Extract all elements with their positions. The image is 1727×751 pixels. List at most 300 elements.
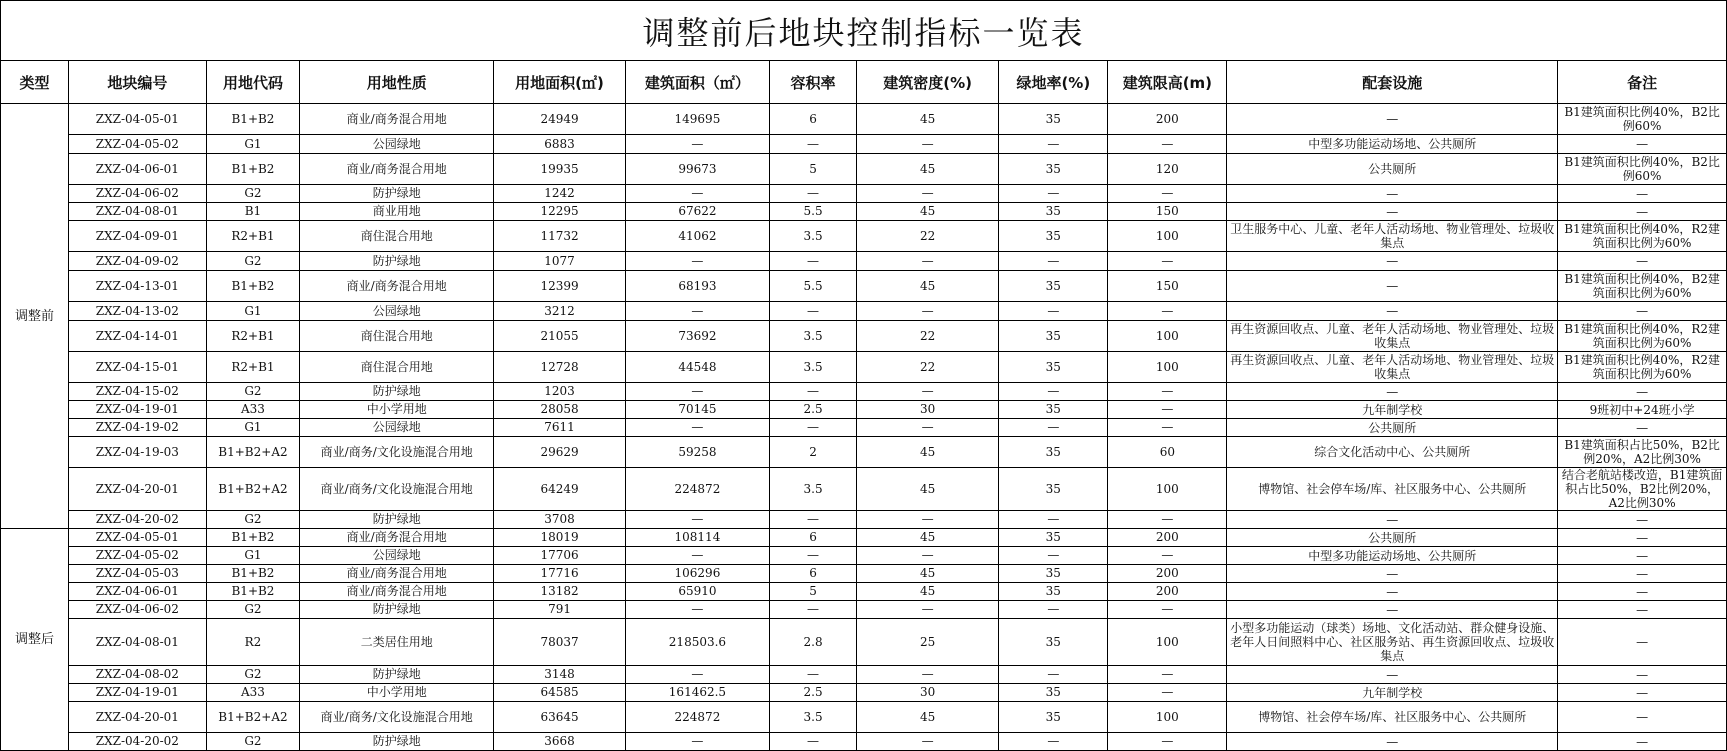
table-row	[1, 733, 1727, 751]
table-body	[1, 104, 1727, 751]
building-density: —	[857, 666, 999, 684]
parcel-id: ZXZ-04-14-01	[68, 321, 206, 352]
facility: 九年制学校	[1227, 684, 1558, 702]
parcel-id: ZXZ-04-06-02	[68, 185, 206, 203]
floor-area: 65910	[625, 583, 769, 601]
far: 2.5	[770, 684, 857, 702]
far: —	[770, 185, 857, 203]
land-use: 商住混合用地	[300, 321, 494, 352]
facility: 公共厕所	[1227, 529, 1558, 547]
far: 5	[770, 583, 857, 601]
land-code: G2	[206, 666, 299, 684]
land-use: 公园绿地	[300, 419, 494, 437]
land-area: 3708	[494, 511, 626, 529]
floor-area: 149695	[625, 104, 769, 135]
note: —	[1558, 547, 1727, 565]
table-row	[1, 321, 1727, 352]
land-use: 防护绿地	[300, 383, 494, 401]
land-area: 3668	[494, 733, 626, 751]
building-density: 45	[857, 437, 999, 468]
table-row	[1, 702, 1727, 733]
table-row	[1, 583, 1727, 601]
table-row	[1, 547, 1727, 565]
facility: 综合文化活动中心、公共厕所	[1227, 437, 1558, 468]
land-code: G2	[206, 383, 299, 401]
note: —	[1558, 601, 1727, 619]
note: —	[1558, 252, 1727, 271]
floor-area: 224872	[625, 468, 769, 511]
far: —	[770, 383, 857, 401]
far: —	[770, 135, 857, 154]
land-use: 中小学用地	[300, 401, 494, 419]
floor-area: 108114	[625, 529, 769, 547]
parcel-id: ZXZ-04-06-01	[68, 154, 206, 185]
height-limit: 200	[1108, 583, 1227, 601]
land-use: 商业/商务/文化设施混合用地	[300, 702, 494, 733]
land-code: B1+B2	[206, 529, 299, 547]
land-area: 1242	[494, 185, 626, 203]
height-limit: —	[1108, 185, 1227, 203]
far: 3.5	[770, 468, 857, 511]
height-limit: —	[1108, 252, 1227, 271]
land-use: 二类居住用地	[300, 619, 494, 666]
land-area: 12728	[494, 352, 626, 383]
note: —	[1558, 185, 1727, 203]
note: 结合老航站楼改造，B1建筑面积占比50%，B2比例20%，A2比例30%	[1558, 468, 1727, 511]
land-code: R2+B1	[206, 352, 299, 383]
land-use: 防护绿地	[300, 601, 494, 619]
table-row	[1, 511, 1727, 529]
far: —	[770, 666, 857, 684]
land-code: R2+B1	[206, 221, 299, 252]
table-row	[1, 104, 1727, 135]
parcel-id: ZXZ-04-15-01	[68, 352, 206, 383]
table-row	[1, 401, 1727, 419]
far: 2.5	[770, 401, 857, 419]
parcel-id: ZXZ-04-05-03	[68, 565, 206, 583]
floor-area: 59258	[625, 437, 769, 468]
land-area: 78037	[494, 619, 626, 666]
floor-area: —	[625, 252, 769, 271]
table-row	[1, 154, 1727, 185]
far: 3.5	[770, 321, 857, 352]
land-use: 商住混合用地	[300, 352, 494, 383]
land-code: B1+B2	[206, 565, 299, 583]
col-header: 配套设施	[1227, 61, 1558, 104]
building-density: —	[857, 733, 999, 751]
note: —	[1558, 135, 1727, 154]
facility: —	[1227, 583, 1558, 601]
green-rate: —	[999, 666, 1108, 684]
table-row	[1, 383, 1727, 401]
building-density: 30	[857, 401, 999, 419]
land-use: 中小学用地	[300, 684, 494, 702]
land-code: G1	[206, 547, 299, 565]
height-limit: 100	[1108, 619, 1227, 666]
land-use: 商业/商务混合用地	[300, 104, 494, 135]
land-code: B1+B2+A2	[206, 437, 299, 468]
height-limit: —	[1108, 302, 1227, 321]
facility: 中型多功能运动场地、公共厕所	[1227, 547, 1558, 565]
land-area: 29629	[494, 437, 626, 468]
green-rate: —	[999, 419, 1108, 437]
building-density: —	[857, 419, 999, 437]
col-header: 用地代码	[206, 61, 299, 104]
land-use: 防护绿地	[300, 511, 494, 529]
green-rate: 35	[999, 437, 1108, 468]
height-limit: 100	[1108, 702, 1227, 733]
building-density: 45	[857, 271, 999, 302]
land-code: R2+B1	[206, 321, 299, 352]
green-rate: 35	[999, 104, 1108, 135]
table-row	[1, 529, 1727, 547]
height-limit: 200	[1108, 565, 1227, 583]
land-code: B1+B2	[206, 271, 299, 302]
far: 2	[770, 437, 857, 468]
facility: 九年制学校	[1227, 401, 1558, 419]
facility: 卫生服务中心、儿童、老年人活动场地、物业管理处、垃圾收集点	[1227, 221, 1558, 252]
floor-area: —	[625, 302, 769, 321]
far: 2.8	[770, 619, 857, 666]
note: B1建筑面积比例40%，R2建筑面积比例为60%	[1558, 352, 1727, 383]
land-code: G2	[206, 252, 299, 271]
table-row	[1, 271, 1727, 302]
table-row	[1, 302, 1727, 321]
land-area: 7611	[494, 419, 626, 437]
height-limit: —	[1108, 383, 1227, 401]
note: —	[1558, 302, 1727, 321]
parcel-id: ZXZ-04-09-02	[68, 252, 206, 271]
group-type: 调整后	[1, 529, 69, 751]
height-limit: 150	[1108, 203, 1227, 221]
height-limit: —	[1108, 135, 1227, 154]
note: —	[1558, 583, 1727, 601]
parcel-id: ZXZ-04-20-02	[68, 733, 206, 751]
floor-area: 224872	[625, 702, 769, 733]
far: 6	[770, 529, 857, 547]
land-use: 公园绿地	[300, 302, 494, 321]
parcel-id: ZXZ-04-20-02	[68, 511, 206, 529]
parcel-id: ZXZ-04-05-02	[68, 135, 206, 154]
col-header: 类型	[1, 61, 69, 104]
facility: —	[1227, 511, 1558, 529]
land-code: B1+B2	[206, 583, 299, 601]
facility: 公共厕所	[1227, 419, 1558, 437]
land-code: R2	[206, 619, 299, 666]
green-rate: —	[999, 601, 1108, 619]
green-rate: 35	[999, 203, 1108, 221]
height-limit: 150	[1108, 271, 1227, 302]
facility: —	[1227, 601, 1558, 619]
green-rate: —	[999, 547, 1108, 565]
building-density: 45	[857, 203, 999, 221]
height-limit: 100	[1108, 352, 1227, 383]
table-row	[1, 221, 1727, 252]
floor-area: —	[625, 733, 769, 751]
col-header: 建筑密度(%)	[857, 61, 999, 104]
parcel-id: ZXZ-04-08-01	[68, 203, 206, 221]
land-use: 商业/商务混合用地	[300, 271, 494, 302]
green-rate: —	[999, 383, 1108, 401]
table-row	[1, 352, 1727, 383]
land-area: 24949	[494, 104, 626, 135]
far: —	[770, 511, 857, 529]
floor-area: —	[625, 547, 769, 565]
land-area: 12295	[494, 203, 626, 221]
height-limit: —	[1108, 401, 1227, 419]
land-area: 63645	[494, 702, 626, 733]
parcel-id: ZXZ-04-06-01	[68, 583, 206, 601]
land-code: G2	[206, 733, 299, 751]
parcel-id: ZXZ-04-15-02	[68, 383, 206, 401]
land-use: 防护绿地	[300, 666, 494, 684]
green-rate: 35	[999, 702, 1108, 733]
land-use: 商业/商务/文化设施混合用地	[300, 437, 494, 468]
green-rate: —	[999, 185, 1108, 203]
facility: —	[1227, 302, 1558, 321]
note: —	[1558, 619, 1727, 666]
green-rate: —	[999, 733, 1108, 751]
green-rate: —	[999, 511, 1108, 529]
far: —	[770, 601, 857, 619]
facility: 博物馆、社会停车场/库、社区服务中心、公共厕所	[1227, 468, 1558, 511]
land-area: 18019	[494, 529, 626, 547]
facility: 公共厕所	[1227, 154, 1558, 185]
land-use: 防护绿地	[300, 252, 494, 271]
green-rate: —	[999, 252, 1108, 271]
floor-area: 68193	[625, 271, 769, 302]
far: 6	[770, 104, 857, 135]
facility: 中型多功能运动场地、公共厕所	[1227, 135, 1558, 154]
land-code: G2	[206, 511, 299, 529]
green-rate: —	[999, 135, 1108, 154]
table-row	[1, 419, 1727, 437]
land-area: 1203	[494, 383, 626, 401]
facility: —	[1227, 666, 1558, 684]
land-area: 64585	[494, 684, 626, 702]
parcel-id: ZXZ-04-19-02	[68, 419, 206, 437]
note: B1建筑面积占比50%，B2比例20%，A2比例30%	[1558, 437, 1727, 468]
building-density: 25	[857, 619, 999, 666]
green-rate: 35	[999, 401, 1108, 419]
parcel-id: ZXZ-04-13-02	[68, 302, 206, 321]
far: —	[770, 252, 857, 271]
facility: —	[1227, 104, 1558, 135]
land-code: B1+B2+A2	[206, 702, 299, 733]
land-area: 17716	[494, 565, 626, 583]
building-density: 45	[857, 529, 999, 547]
note: —	[1558, 529, 1727, 547]
height-limit: 120	[1108, 154, 1227, 185]
land-use: 商业/商务/文化设施混合用地	[300, 468, 494, 511]
building-density: —	[857, 511, 999, 529]
building-density: —	[857, 383, 999, 401]
building-density: 45	[857, 154, 999, 185]
land-use: 商业/商务混合用地	[300, 565, 494, 583]
height-limit: 60	[1108, 437, 1227, 468]
note: B1建筑面积比例40%，B2比例60%	[1558, 154, 1727, 185]
building-density: 45	[857, 583, 999, 601]
height-limit: —	[1108, 419, 1227, 437]
note: —	[1558, 511, 1727, 529]
table-row	[1, 185, 1727, 203]
far: 6	[770, 565, 857, 583]
floor-area: 44548	[625, 352, 769, 383]
table-row	[1, 135, 1727, 154]
height-limit: 100	[1108, 321, 1227, 352]
height-limit: 100	[1108, 468, 1227, 511]
building-density: —	[857, 302, 999, 321]
facility: 博物馆、社会停车场/库、社区服务中心、公共厕所	[1227, 702, 1558, 733]
col-header: 用地性质	[300, 61, 494, 104]
land-area: 64249	[494, 468, 626, 511]
land-area: 19935	[494, 154, 626, 185]
col-header: 绿地率(%)	[999, 61, 1108, 104]
height-limit: —	[1108, 547, 1227, 565]
building-density: —	[857, 547, 999, 565]
building-density: —	[857, 601, 999, 619]
height-limit: —	[1108, 666, 1227, 684]
building-density: 22	[857, 321, 999, 352]
parcel-id: ZXZ-04-19-01	[68, 684, 206, 702]
floor-area: —	[625, 419, 769, 437]
parcel-id: ZXZ-04-19-01	[68, 401, 206, 419]
building-density: 45	[857, 104, 999, 135]
land-use: 商业/商务混合用地	[300, 529, 494, 547]
header-row	[1, 61, 1727, 104]
height-limit: —	[1108, 684, 1227, 702]
land-area: 17706	[494, 547, 626, 565]
note: B1建筑面积比例40%，B2建筑面积比例为60%	[1558, 271, 1727, 302]
land-code: B1+B2+A2	[206, 468, 299, 511]
facility: 再生资源回收点、儿童、老年人活动场地、物业管理处、垃圾收集点	[1227, 352, 1558, 383]
land-use: 防护绿地	[300, 733, 494, 751]
floor-area: 99673	[625, 154, 769, 185]
table-row	[1, 468, 1727, 511]
green-rate: —	[999, 302, 1108, 321]
facility: 再生资源回收点、儿童、老年人活动场地、物业管理处、垃圾收集点	[1227, 321, 1558, 352]
land-area: 791	[494, 601, 626, 619]
note: 9班初中+24班小学	[1558, 401, 1727, 419]
parcel-id: ZXZ-04-05-01	[68, 104, 206, 135]
height-limit: —	[1108, 511, 1227, 529]
table-title: 调整前后地块控制指标一览表	[0, 0, 1727, 61]
land-area: 13182	[494, 583, 626, 601]
green-rate: 35	[999, 619, 1108, 666]
parcel-id: ZXZ-04-13-01	[68, 271, 206, 302]
table-row	[1, 684, 1727, 702]
green-rate: 35	[999, 684, 1108, 702]
floor-area: —	[625, 666, 769, 684]
green-rate: 35	[999, 271, 1108, 302]
building-density: 22	[857, 352, 999, 383]
facility: —	[1227, 271, 1558, 302]
col-header: 建筑面积（㎡）	[625, 61, 769, 104]
height-limit: —	[1108, 601, 1227, 619]
note: —	[1558, 733, 1727, 751]
floor-area: —	[625, 185, 769, 203]
parcel-id: ZXZ-04-20-01	[68, 468, 206, 511]
parcel-id: ZXZ-04-20-01	[68, 702, 206, 733]
land-use: 商业/商务混合用地	[300, 583, 494, 601]
col-header: 容积率	[770, 61, 857, 104]
col-header: 备注	[1558, 61, 1727, 104]
facility: —	[1227, 252, 1558, 271]
facility: —	[1227, 383, 1558, 401]
land-code: G1	[206, 302, 299, 321]
group-type: 调整前	[1, 104, 69, 529]
parcel-id: ZXZ-04-19-03	[68, 437, 206, 468]
note: —	[1558, 684, 1727, 702]
building-density: —	[857, 252, 999, 271]
height-limit: —	[1108, 733, 1227, 751]
height-limit: 100	[1108, 221, 1227, 252]
floor-area: —	[625, 601, 769, 619]
parcel-id: ZXZ-04-08-02	[68, 666, 206, 684]
land-area: 3148	[494, 666, 626, 684]
parcel-id: ZXZ-04-08-01	[68, 619, 206, 666]
facility: 小型多功能运动（球类）场地、文化活动站、群众健身设施、老年人日间照料中心、社区服务站、再生资源回收点、垃圾收集点	[1227, 619, 1558, 666]
land-use: 商业/商务混合用地	[300, 154, 494, 185]
building-density: 45	[857, 702, 999, 733]
land-use: 商业用地	[300, 203, 494, 221]
floor-area: —	[625, 511, 769, 529]
floor-area: 73692	[625, 321, 769, 352]
green-rate: 35	[999, 583, 1108, 601]
table-row	[1, 252, 1727, 271]
far: —	[770, 419, 857, 437]
table-row	[1, 619, 1727, 666]
building-density: —	[857, 185, 999, 203]
note: —	[1558, 702, 1727, 733]
land-area: 6883	[494, 135, 626, 154]
land-code: G2	[206, 601, 299, 619]
land-area: 3212	[494, 302, 626, 321]
facility: —	[1227, 203, 1558, 221]
note: —	[1558, 666, 1727, 684]
floor-area: 70145	[625, 401, 769, 419]
floor-area: 67622	[625, 203, 769, 221]
col-header: 地块编号	[68, 61, 206, 104]
table-row	[1, 601, 1727, 619]
land-area: 28058	[494, 401, 626, 419]
land-code: G1	[206, 419, 299, 437]
note: —	[1558, 419, 1727, 437]
land-area: 11732	[494, 221, 626, 252]
floor-area: —	[625, 383, 769, 401]
facility: —	[1227, 185, 1558, 203]
parcel-id: ZXZ-04-05-02	[68, 547, 206, 565]
floor-area: 41062	[625, 221, 769, 252]
col-header: 用地面积(㎡)	[494, 61, 626, 104]
floor-area: 161462.5	[625, 684, 769, 702]
green-rate: 35	[999, 321, 1108, 352]
green-rate: 35	[999, 221, 1108, 252]
parcel-id: ZXZ-04-09-01	[68, 221, 206, 252]
building-density: 45	[857, 468, 999, 511]
land-code: A33	[206, 401, 299, 419]
note: —	[1558, 383, 1727, 401]
table-row	[1, 203, 1727, 221]
facility: —	[1227, 565, 1558, 583]
building-density: 30	[857, 684, 999, 702]
land-area: 21055	[494, 321, 626, 352]
far: 3.5	[770, 352, 857, 383]
land-code: G2	[206, 185, 299, 203]
note: B1建筑面积比例40%，R2建筑面积比例为60%	[1558, 221, 1727, 252]
land-code: B1+B2	[206, 104, 299, 135]
land-code: B1+B2	[206, 154, 299, 185]
